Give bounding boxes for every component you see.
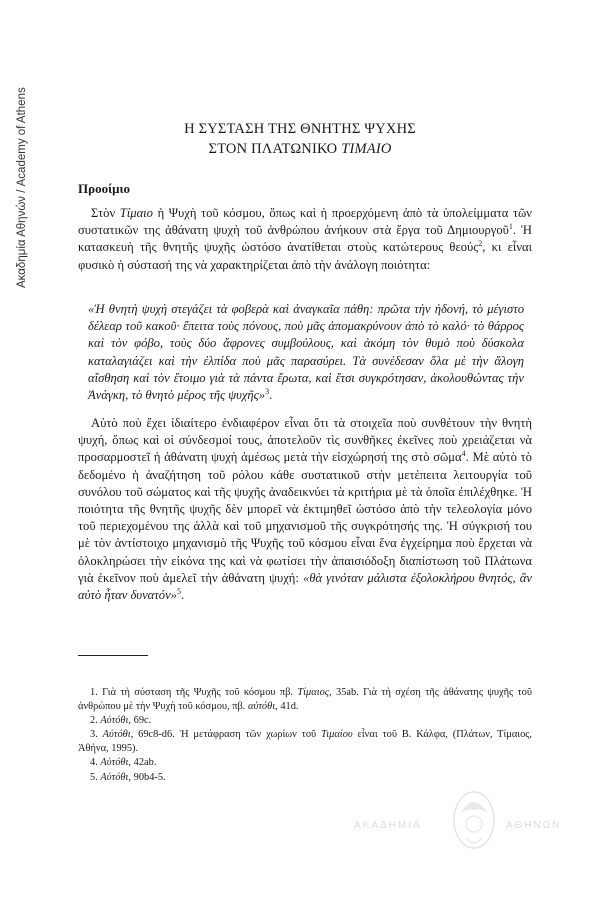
title-line-1: Η ΣΥΣΤΑΣΗ ΤΗΣ ΘΝΗΤΗΣ ΨΥΧΗΣ xyxy=(184,121,416,137)
fn1-c: , 41d. xyxy=(275,701,299,713)
side-label-text: Ακαδημία Αθηνών / Academy of Athens xyxy=(16,87,28,288)
fn4-b: , 42ab. xyxy=(128,757,157,769)
paragraph-1 xyxy=(78,205,532,274)
fn2-it: Αὐτόθι xyxy=(100,715,129,727)
fn3-a: 3. xyxy=(90,729,103,741)
watermark-right-text: ΑΘΗΝΩΝ xyxy=(506,820,562,831)
footnote-4 xyxy=(78,756,532,770)
quote-end: . xyxy=(269,388,273,403)
fn1-b: , 35ab. Γιὰ τὴ σχέση τῆς ἀθάνατης ψυχῆς τοῦ ἀνθρώπου μὲ τὴν Ψυχὴ τοῦ κόσμου, πβ. xyxy=(78,687,532,713)
p2-italic: «θὰ γινόταν μάλιστα ἐξολοκλήρου θνητός, ἂν αὐτὸ ἦταν δυνατόν» xyxy=(78,570,533,603)
footnote-ref-5[interactable]: 5 xyxy=(176,586,181,596)
footnote-3 xyxy=(78,728,532,756)
fn5-it: Αὐτόθι xyxy=(100,771,129,783)
watermark-left-text: ΑΚΑΔΗΜΙΑ xyxy=(354,820,422,831)
footnote-ref-2[interactable]: 2 xyxy=(478,239,483,249)
title-line-2-plain: ΣΤΟΝ ΠΛΑΤΩΝΙΚΟ xyxy=(208,141,342,157)
fn4-a: 4. xyxy=(90,757,101,769)
p1-b: ἡ Ψυχὴ τοῦ κόσμου, ὅπως καὶ ἡ προερχόμενη ἀπὸ τὰ ὑπολείμματα τῶν συστατικῶν της ἀθάνατη ψυχὴ τοῦ ἀνθρώπου ἀνήκουν στὰ ἔργα τοῦ Δημιουργοῦ xyxy=(78,206,533,238)
fn4-it: Αὐτόθι xyxy=(100,757,129,769)
footnotes xyxy=(78,686,532,785)
side-label xyxy=(2,30,28,290)
footnote-ref-4[interactable]: 4 xyxy=(461,449,466,459)
title-line-2 xyxy=(0,139,600,159)
fn2-a: 2. xyxy=(90,715,101,727)
page-title xyxy=(0,119,600,159)
paragraph-2 xyxy=(78,415,532,604)
p2-a: Αὐτὸ ποὺ ἔχει ἰδιαίτερο ἐνδιαφέρον εἶναι ὅτι τὰ στοιχεῖα ποὺ συνθέτουν τὴν θνητὴ ψυχή, ὅπως καὶ οἱ σύνδεσμοί τους, ἀποτελοῦν τὶς συνθῆκες ἐκεῖνες ποὺ χρειάζεται νὰ προσαρμοστεῖ ἡ ἀθάνατη ψυχὴ ἀμέσως μετὰ τὴν εἰσχώρησή της στὸ σῶμα xyxy=(78,416,532,465)
quote-text: «Ἡ θνητὴ ψυχὴ στεγάζει τὰ φοβερὰ καὶ ἀναγκαῖα πάθη: πρῶτα τὴν ἡδονή, τὸ μέγιστο δέλεαρ τοῦ κακοῦ· ἔπειτα τοὺς πόνους, ποὺ μᾶς ἀπομακρύνουν ἀπὸ τὸ καλό· τὸ θάρρος καὶ τὸν φόβο, τοὺς δύο ἄφρονες συμβούλους, καὶ ἀκόμη τὸν θυμὸ ποὺ δύσκολα καταλαγιάζει καὶ τὴν ἐλπίδα ποὺ μᾶς παρασύρει. Τὰ συνέδεσαν ὅλα μὲ τὴν ἄλογη αἴσθηση καὶ τὸν ἕτοιμο γιὰ τὰ πάντα ἔρωτα, καὶ ἔτσι συγκρότησαν, ἀκολουθώντας τὴν Ἀνάγκη, τὸ θνητὸ μέρος τῆς ψυχῆς» xyxy=(88,302,524,403)
fn5-b: , 90b4-5. xyxy=(128,771,166,783)
p1-c: . Ἡ κατασκευὴ τῆς θνητῆς ψυχῆς ὡστόσο ἀνατίθεται στοὺς κατώτερους θεούς xyxy=(78,223,532,255)
fn3-b: , 69c8-d6. Ἡ μετάφραση τῶν χωρίων τοῦ xyxy=(130,729,322,741)
fn3-it2: Τιμαίου xyxy=(321,729,353,741)
block-quote xyxy=(88,301,524,404)
athena-emblem-icon xyxy=(446,784,502,854)
footnote-1 xyxy=(78,686,532,714)
footnote-2 xyxy=(78,714,532,728)
fn3-it: Αὐτόθι xyxy=(102,729,131,741)
fn1-a: 1. Γιὰ τὴ σύσταση τῆς Ψυχῆς τοῦ κόσμου πβ. xyxy=(90,687,298,698)
section-heading: Προοίμιο xyxy=(78,181,130,196)
fn1-it2: αὐτόθι xyxy=(247,701,276,713)
footnote-divider xyxy=(78,655,148,656)
fn5-a: 5. xyxy=(90,771,101,783)
fn1-it: Τίμαιος xyxy=(297,687,330,698)
title-line-2-italic: ΤΙΜΑΙΟ xyxy=(341,141,392,157)
p1-italic: Τίμαιο xyxy=(119,206,153,220)
p1-a: Στὸν xyxy=(91,206,120,220)
footnote-ref-3[interactable]: 3 xyxy=(265,386,270,396)
footnote-5 xyxy=(78,771,532,785)
fn3-c: εἶναι τοῦ Β. Κάλφα, (Πλάτων, Τίμαιος, Ἀθήνα, 1995). xyxy=(78,729,533,755)
p2-b: . Μὲ αὐτὸ τὸ δεδομένο ἡ ἀναζήτηση τοῦ ρόλου κάθε συστατικοῦ στὴν μετέπειτα λειτουργία τοῦ συνόλου τοῦ σώματος καὶ τῆς ψυχῆς ἀναδεικνύει τὰ κριτήρια μὲ τὰ ὁποῖα ἐπιλέχθηκε. Ἡ ποιότητα τῆς θνητῆς ψυχῆς δὲν μπορεῖ νὰ ἐκτιμηθεῖ ὡστόσο ἀπὸ τὴν τελεολογία μόνο τοῦ περιεχομένου της ἀλλὰ καὶ τοῦ μηχανισμοῦ τῆς συγκρότησής της. Ἡ σύγκρισή του μὲ τὸν ἀντίστοιχο μηχανισμὸ τῆς Ψυχῆς τοῦ κόσμου εἶναι ἕνα ἐγχείρημα ποὺ ἔρχεται νὰ ὁλοκληρώσει τὴν εἰκόνα της καὶ νὰ φωτίσει τὴν ἀπαισιόδοξη διαπίστωση τοῦ Πλάτωνα γιὰ ἐκεῖνον ποὺ ἀμελεῖ τὴν ἀθάνατη ψυχή: xyxy=(78,450,532,585)
fn2-b: , 69c. xyxy=(128,715,152,727)
p1-d: , κι εἶναι φυσικὸ ἡ σύστασή της νὰ χαρακτηρίζεται ἀπὸ τὴν ἀνάλογη ποιότητα: xyxy=(78,240,532,272)
academy-watermark xyxy=(354,798,584,868)
footnote-ref-1[interactable]: 1 xyxy=(508,222,513,232)
p2-c: . xyxy=(180,588,185,603)
